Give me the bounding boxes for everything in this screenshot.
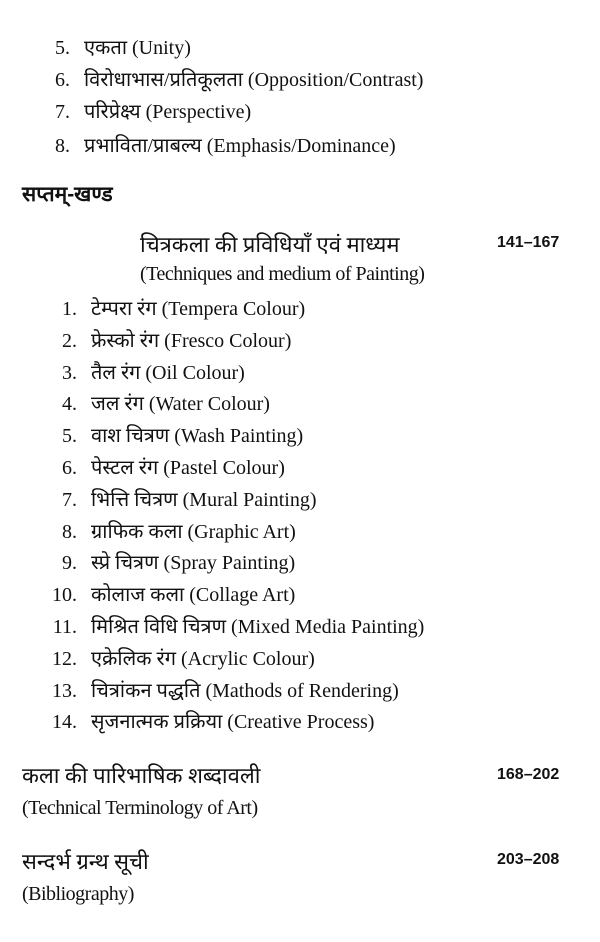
item-text: कोलाज कला (Collage Art): [91, 584, 296, 607]
item-text: चित्रांकन पद्धति (Mathods of Rendering): [91, 679, 399, 702]
item-text: ग्राफिक कला (Graphic Art): [91, 520, 296, 543]
section-heading: सप्तम्-खण्ड: [22, 183, 113, 206]
item-number: 8.: [62, 520, 77, 543]
item-text: सृजनात्मक प्रक्रिया (Creative Process): [91, 711, 375, 734]
item-number: 10.: [52, 584, 77, 607]
item-number: 11.: [52, 616, 77, 638]
item-text: स्प्रे चित्रण (Spray Painting): [91, 552, 296, 575]
bibliography-pages: 203–208: [497, 851, 560, 868]
item-text: जल रंग (Water Colour): [91, 393, 270, 416]
item-number: 5.: [55, 37, 70, 59]
item-number: 4.: [62, 393, 77, 416]
terminology-subtitle: (Technical Terminology of Art): [22, 797, 258, 819]
item-number: 3.: [62, 361, 77, 384]
item-number: 12.: [52, 647, 77, 670]
item-text: प्रभाविता/प्राबल्य (Emphasis/Dominance): [84, 135, 396, 157]
item-text: तैल रंग (Oil Colour): [91, 361, 245, 384]
terminology-title: कला की पारिभाषिक शब्दावली: [22, 763, 261, 788]
item-text: भित्ति चित्रण (Mural Painting): [91, 488, 317, 511]
item-text: वाश चित्रण (Wash Painting): [91, 425, 304, 448]
item-number: 2.: [62, 329, 77, 352]
item-text: फ्रेस्को रंग (Fresco Colour): [91, 329, 292, 352]
chapter-subtitle: (Techniques and medium of Painting): [140, 263, 425, 285]
item-text: मिश्रित विधि चित्रण (Mixed Media Painting): [91, 616, 425, 638]
bibliography-subtitle: (Bibliography): [22, 883, 134, 905]
item-number: 1.: [62, 298, 77, 320]
item-text: एकता (Unity): [84, 37, 191, 59]
item-number: 6.: [62, 457, 77, 479]
item-text: परिप्रेक्ष्य (Perspective): [84, 101, 252, 123]
item-number: 7.: [55, 101, 70, 123]
chapter-title: चित्रकला की प्रविधियाँ एवं माध्यम: [140, 232, 400, 257]
item-number: 8.: [55, 135, 70, 157]
item-number: 5.: [62, 425, 77, 448]
item-number: 9.: [62, 552, 77, 575]
item-text: पेस्टल रंग (Pastel Colour): [91, 457, 285, 479]
item-number: 14.: [52, 711, 77, 734]
terminology-pages: 168–202: [497, 766, 560, 783]
item-number: 7.: [62, 488, 77, 511]
item-text: एक्रेलिक रंग (Acrylic Colour): [91, 647, 315, 670]
item-number: 13.: [52, 679, 77, 702]
bibliography-title: सन्दर्भ ग्रन्थ सूची: [22, 849, 149, 874]
item-text: विरोधाभास/प्रतिकूलता (Opposition/Contrast): [84, 69, 424, 91]
item-text: टेम्परा रंग (Tempera Colour): [91, 298, 306, 320]
chapter-pages: 141–167: [497, 234, 560, 251]
item-number: 6.: [55, 69, 70, 91]
